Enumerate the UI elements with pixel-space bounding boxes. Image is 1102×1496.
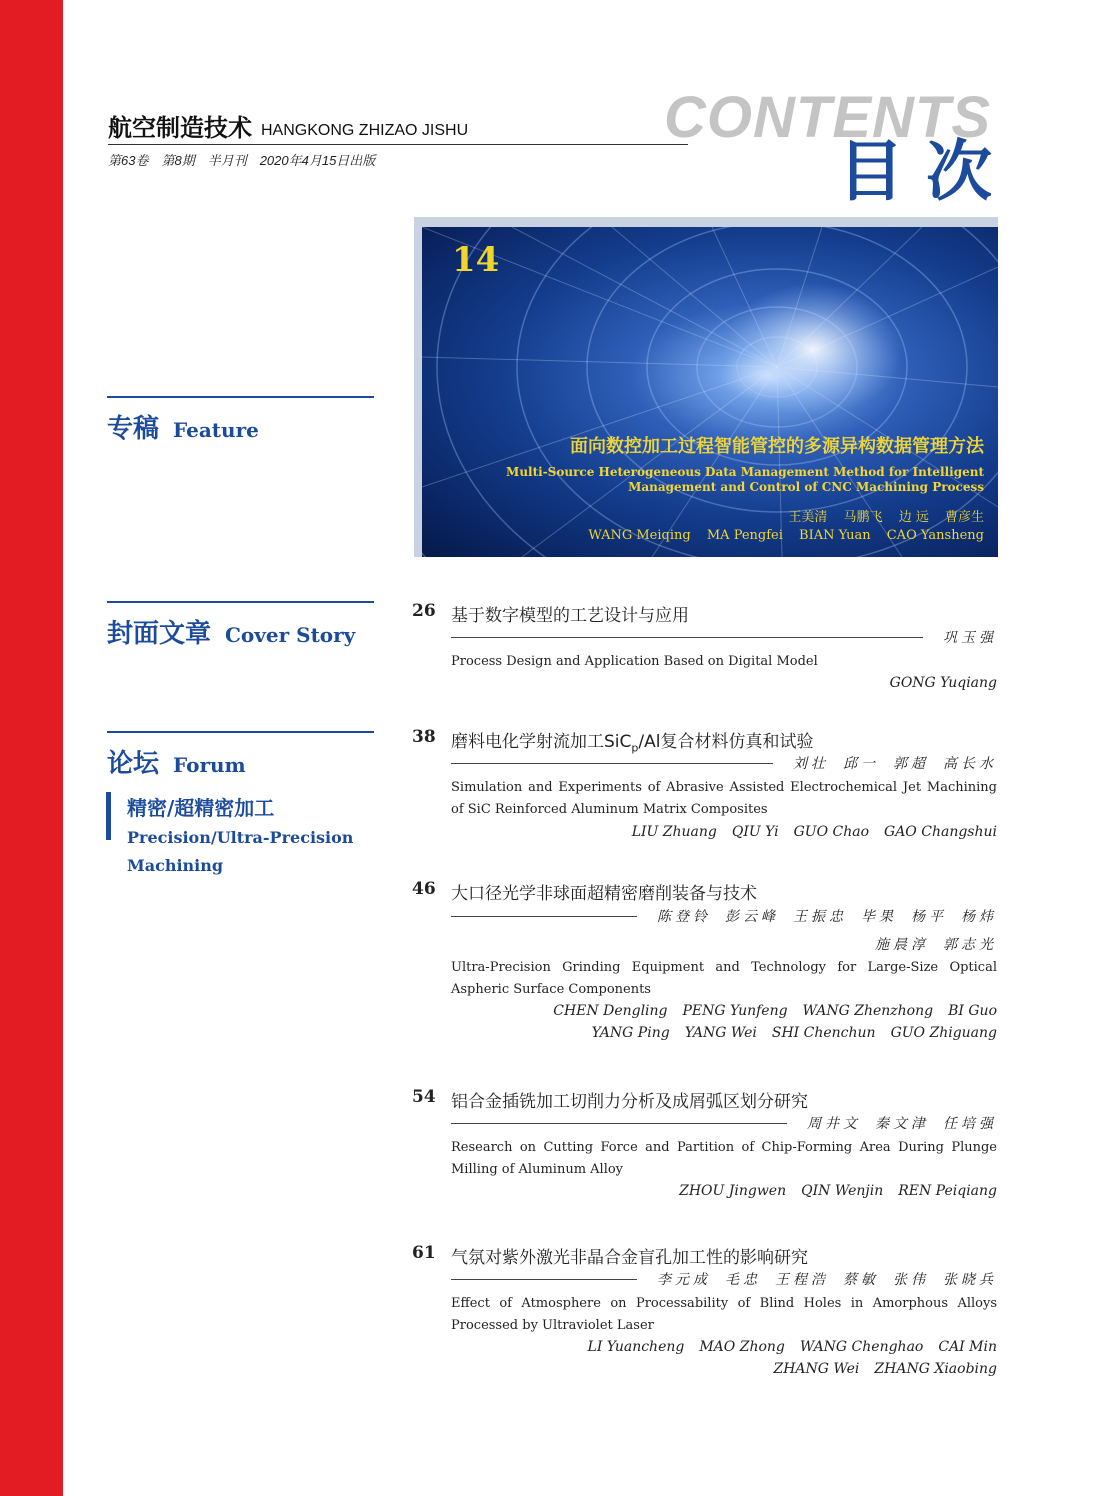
author-names-zh (779, 753, 997, 773)
mulu-label: 目次 (838, 133, 1014, 210)
subsection-bar (106, 792, 111, 840)
author-zh: 张晓兵 (943, 1272, 997, 1288)
contents-label: CONTENTS (664, 85, 991, 150)
journal-pinyin: HANGKONG ZHIZAO JISHU (261, 122, 469, 139)
article-page-number: 38 (412, 727, 436, 747)
article-title-en[interactable]: Simulation and Experiments of Abrasive Assisted Electrochemical Jet Machining of SiC Reinforced Aluminum Matrix Composites (451, 780, 997, 817)
author-en: PENG Yunfeng (682, 1003, 788, 1019)
featured-author-zh: 边 远 (898, 510, 929, 525)
author-zh: 彭云峰 (725, 909, 779, 925)
author-en: GUO Zhiguang (890, 1025, 997, 1041)
author-en: GONG Yuqiang (889, 675, 997, 691)
author-zh: 高长水 (943, 756, 997, 772)
article-authors-en-line2 (577, 1025, 997, 1041)
article-title-zh[interactable]: 大口径光学非球面超精密磨削装备与技术 (451, 884, 757, 904)
author-names-zh (929, 627, 997, 647)
section-feature-en: Feature (173, 418, 259, 442)
featured-title-en[interactable]: Multi-Source Heterogeneous Data Management Method for Intelligent Management and Control of CNC Machining Process (506, 465, 984, 494)
author-en: QIN Wenjin (801, 1183, 884, 1199)
subsection-precision-zh: 精密/超精密加工 (127, 796, 275, 820)
article-title-zh[interactable] (451, 727, 813, 754)
author-en: WANG Zhenzhong (802, 1003, 934, 1019)
author-en: GUO Chao (793, 824, 870, 840)
author-en: YANG Wei (684, 1025, 757, 1041)
featured-author-zh: 王美清 (788, 510, 828, 525)
author-en: YANG Ping (591, 1025, 670, 1041)
featured-author-zh: 马鹏飞 (843, 510, 883, 525)
author-zh: 施晨淳 (875, 937, 929, 953)
article-title-en[interactable]: Process Design and Application Based on Digital Model (451, 654, 818, 669)
article-page-number: 54 (412, 1087, 436, 1107)
author-en: WANG Chenghao (799, 1339, 924, 1355)
article-page-number: 61 (412, 1243, 436, 1263)
author-zh: 周井文 (807, 1116, 861, 1132)
author-zh: 郭超 (893, 756, 929, 772)
article-title-en[interactable]: Research on Cutting Force and Partition of Chip-Forming Area During Plunge Milling of Aluminum Alloy (451, 1140, 997, 1177)
author-zh: 刘壮 (793, 756, 829, 772)
issue-info: 第63卷 第8期 半月刊 2020年4月15日出版 (108, 153, 376, 168)
author-rule (451, 1279, 637, 1280)
article-authors-zh (451, 1269, 997, 1289)
featured-authors-zh (776, 506, 984, 525)
author-rule (451, 637, 923, 638)
author-zh: 杨炜 (961, 909, 997, 925)
author-en: MAO Zhong (699, 1339, 785, 1355)
article-title-en[interactable]: Effect of Atmosphere on Processability of Blind Holes in Amorphous Alloys Processed by Ultraviolet Laser (451, 1296, 997, 1333)
featured-title-zh[interactable]: 面向数控加工过程智能管控的多源异构数据管理方法 (570, 436, 984, 457)
author-en: ZHANG Wei (773, 1361, 860, 1377)
author-en: GAO Changshui (884, 824, 997, 840)
article-authors-zh (451, 1113, 997, 1133)
author-names-zh (643, 1269, 997, 1289)
author-zh: 任培强 (943, 1116, 997, 1132)
featured-author-en: WANG Meiqing (588, 528, 691, 543)
article-title-zh[interactable]: 铝合金插铣加工切削力分析及成屑弧区划分研究 (451, 1092, 808, 1112)
article-authors-en (573, 1339, 997, 1355)
author-zh: 秦文津 (875, 1116, 929, 1132)
featured-author-zh: 曹彦生 (944, 510, 984, 525)
author-rule (451, 763, 773, 764)
author-zh: 杨平 (911, 909, 947, 925)
red-side-bar (0, 0, 63, 1496)
section-cover-story-en: Cover Story (225, 623, 356, 647)
author-names-zh (643, 906, 997, 926)
author-names-zh (793, 1113, 997, 1133)
section-feature (107, 408, 259, 445)
author-zh: 郭志光 (943, 937, 997, 953)
article-authors-zh (451, 753, 997, 773)
article-authors-en (875, 675, 997, 691)
article-title-zh[interactable]: 气氛对紫外激光非晶合金盲孔加工性的影响研究 (451, 1248, 808, 1268)
author-zh: 巩玉强 (943, 630, 997, 646)
article-authors-zh (451, 906, 997, 926)
author-zh: 王振忠 (793, 909, 847, 925)
featured-page-number: 14 (452, 240, 500, 280)
author-en: BI Guo (948, 1003, 997, 1019)
section-forum-zh: 论坛 (107, 749, 160, 779)
section-cover-story (107, 613, 355, 650)
author-en: CHEN Dengling (553, 1003, 668, 1019)
forum-rule (107, 731, 374, 733)
article-authors-en (617, 824, 997, 840)
featured-author-en: BIAN Yuan (799, 528, 871, 543)
section-cover-story-zh: 封面文章 (107, 619, 212, 649)
journal-title: 航空制造技术 (108, 114, 252, 142)
author-zh: 毛忠 (725, 1272, 761, 1288)
featured-author-en: CAO Yansheng (886, 528, 984, 543)
article-page-number: 26 (412, 601, 436, 621)
featured-authors-en (576, 528, 984, 543)
author-zh: 张伟 (893, 1272, 929, 1288)
title-part: 磨料电化学射流加工SiC (451, 732, 632, 752)
article-authors-zh (451, 627, 997, 647)
author-rule (451, 916, 637, 917)
author-rule (451, 1123, 787, 1124)
feature-rule (107, 396, 374, 398)
title-part: /Al复合材料仿真和试验 (638, 732, 814, 752)
article-authors-en (538, 1003, 997, 1019)
author-zh: 毕果 (861, 909, 897, 925)
author-en: REN Peiqiang (898, 1183, 997, 1199)
article-authors-zh-line2 (861, 934, 997, 954)
author-zh: 陈登铃 (657, 909, 711, 925)
author-en: ZHANG Xiaobing (874, 1361, 997, 1377)
author-en: ZHOU Jingwen (679, 1183, 787, 1199)
title-subscript: p (631, 741, 639, 755)
article-title-zh[interactable]: 基于数字模型的工艺设计与应用 (451, 606, 689, 626)
author-en: SHI Chenchun (771, 1025, 876, 1041)
author-zh: 王程浩 (775, 1272, 829, 1288)
subsection-precision-en: Precision/Ultra-Precision Machining (127, 828, 354, 875)
author-en: CAI Min (938, 1339, 997, 1355)
author-zh: 李元成 (657, 1272, 711, 1288)
author-en: QIU Yi (731, 824, 779, 840)
header-rule (108, 144, 688, 145)
author-en: LI Yuancheng (587, 1339, 685, 1355)
author-zh: 蔡敏 (843, 1272, 879, 1288)
cover-story-rule (107, 601, 374, 603)
author-zh: 邱一 (843, 756, 879, 772)
article-authors-en (664, 1183, 997, 1199)
article-authors-en-line2 (758, 1361, 997, 1377)
article-page-number: 46 (412, 879, 436, 899)
article-title-en[interactable]: Ultra-Precision Grinding Equipment and Technology for Large-Size Optical Aspheric Surface Components (451, 960, 997, 997)
section-feature-zh: 专稿 (107, 414, 160, 444)
author-en: LIU Zhuang (631, 824, 717, 840)
section-forum-en: Forum (173, 753, 246, 777)
featured-author-en: MA Pengfei (706, 528, 783, 543)
section-forum (107, 743, 246, 780)
